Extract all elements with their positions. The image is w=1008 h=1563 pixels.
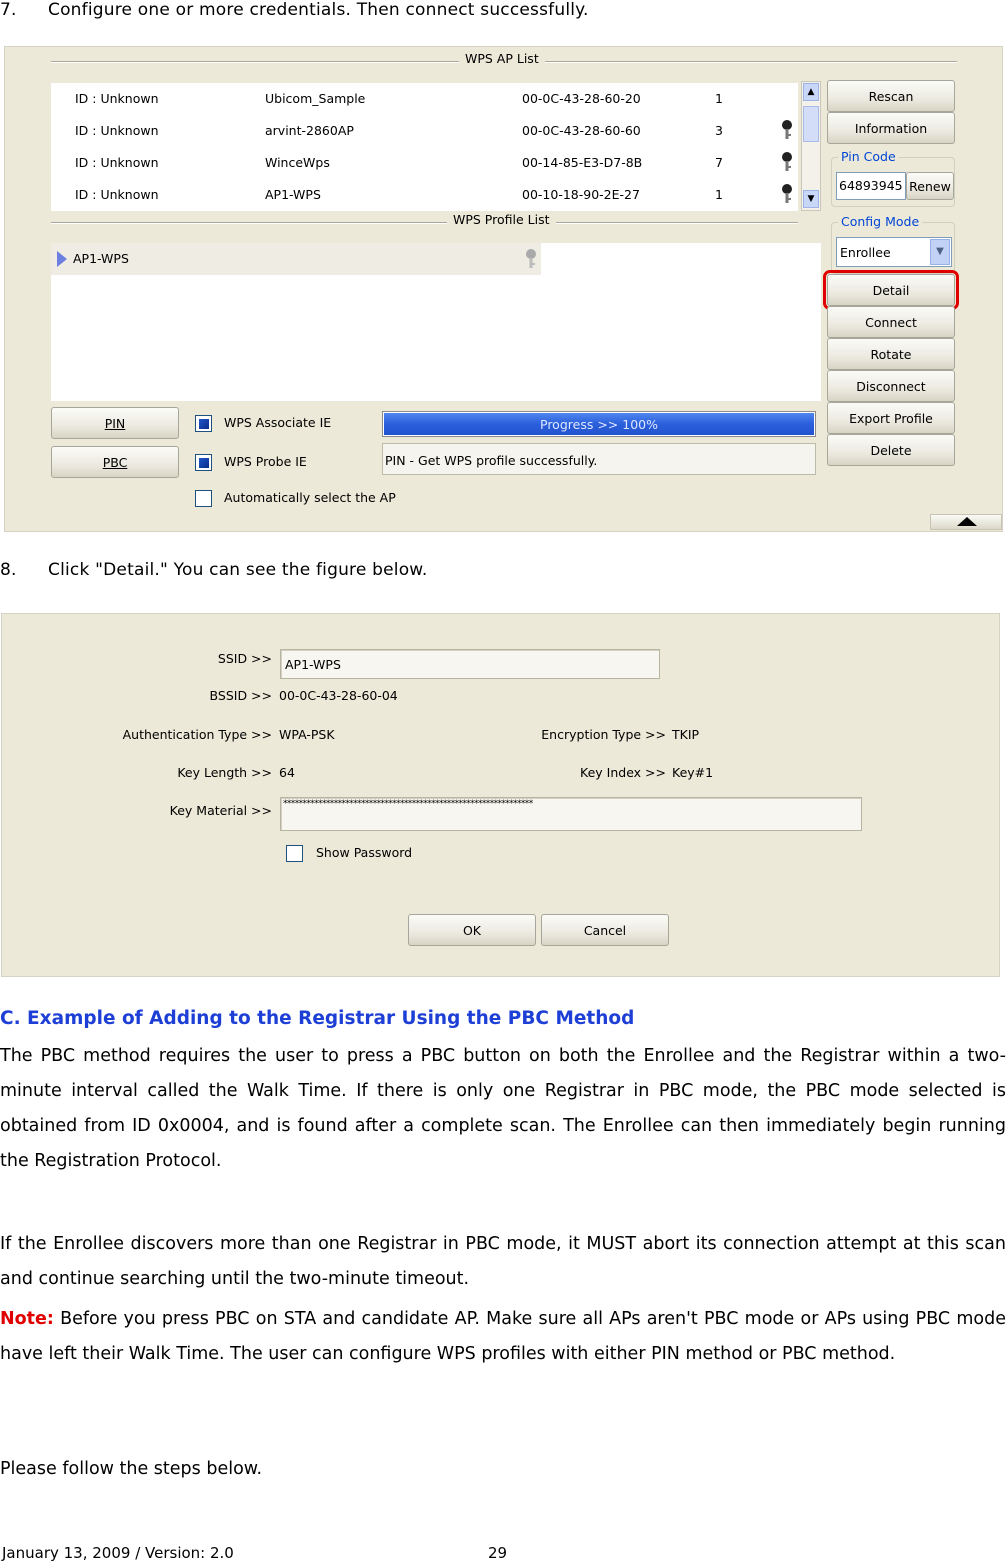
section-heading: C. Example of Adding to the Registrar Using the PBC Method [0,1008,635,1029]
pin-code-field[interactable]: 64893945 [836,172,906,200]
information-button[interactable]: Information [827,112,955,144]
ap-list[interactable] [51,83,798,211]
config-mode-legend: Config Mode [838,214,922,229]
detail-dialog-screenshot [1,613,1000,977]
ssid-label: SSID >> [217,651,272,666]
scroll-down-icon[interactable]: ▼ [803,190,819,208]
wps-associate-ie-label: WPS Associate IE [224,415,332,430]
note-label: Note: [0,1309,54,1329]
status-text: PIN - Get WPS profile successfully. [385,453,598,468]
collapse-button[interactable] [930,514,1002,530]
note-paragraph [0,1302,1006,1372]
enc-type-label: Encryption Type >> [541,727,666,742]
ap-row[interactable] [51,115,798,147]
ok-button[interactable]: OK [408,914,536,946]
key-index-value: Key#1 [672,765,714,780]
lock-icon [779,183,795,205]
ap-channel: 7 [715,155,723,170]
pin-button[interactable]: PIN [51,407,179,439]
ap-id: ID : Unknown [75,123,159,138]
note-text: Before you press PBC on STA and candidate AP. Make sure all APs aren't PBC mode or APs using PBC mode have left their Walk Time. The user can configure WPS profiles with either PIN method or PBC method. [0,1309,1006,1364]
progress-text: Progress >> 100% [540,417,658,432]
rescan-button[interactable]: Rescan [827,80,955,112]
lock-icon [779,119,795,141]
detail-button[interactable]: Detail [827,274,955,306]
bssid-value: 00-0C-43-28-60-04 [279,688,398,703]
profile-name: AP1-WPS [73,251,129,266]
ap-id: ID : Unknown [75,155,159,170]
show-password-checkbox[interactable] [286,845,303,862]
step-number: 7. [0,0,17,20]
disconnect-button[interactable]: Disconnect [827,370,955,402]
key-length-label: Key Length >> [177,765,272,780]
progress-bar [382,411,816,437]
ap-channel: 1 [715,187,723,202]
ssid-value: AP1-WPS [285,657,341,672]
auth-type-label: Authentication Type >> [122,727,272,742]
delete-button[interactable]: Delete [827,434,955,466]
ap-row[interactable] [51,179,798,211]
step-text: Configure one or more credentials. Then connect successfully. [48,0,589,20]
scroll-up-icon[interactable]: ▲ [803,83,819,101]
ap-channel: 3 [715,123,723,138]
key-length-value: 64 [279,765,295,780]
export-profile-button[interactable]: Export Profile [827,402,955,434]
auth-type-value: WPA-PSK [279,727,335,742]
show-password-label: Show Password [316,845,413,860]
pbc-button[interactable]: PBC [51,446,179,478]
ap-row[interactable] [51,83,798,115]
ap-id: ID : Unknown [75,91,159,106]
ssid-field [280,649,660,679]
renew-button[interactable]: Renew [906,172,954,200]
step-text: Click "Detail." You can see the figure below. [48,560,428,580]
config-mode-value: Enrollee [840,245,891,260]
key-index-label: Key Index >> [580,765,666,780]
ap-list-scrollbar[interactable] [801,81,821,211]
ap-id: ID : Unknown [75,187,159,202]
wps-panel-screenshot [4,46,1003,532]
ap-mac: 00-14-85-E3-D7-8B [522,155,643,170]
profile-list[interactable] [51,243,821,401]
scroll-thumb[interactable] [803,106,819,142]
page-number: 29 [488,1544,508,1562]
step-7 [0,0,1008,24]
chevron-down-icon[interactable]: ▼ [930,239,950,265]
rotate-button[interactable]: Rotate [827,338,955,370]
profile-row[interactable] [51,243,541,275]
key-material-field [280,797,862,831]
step-number: 8. [0,560,17,580]
paragraph-4: Please follow the steps below. [0,1459,263,1479]
step-8 [0,560,1008,584]
ap-mac: 00-10-18-90-2E-27 [522,187,640,202]
pin-code-legend: Pin Code [838,149,899,164]
ap-channel: 1 [715,91,723,106]
ap-row[interactable] [51,147,798,179]
profile-list-divider [51,222,798,224]
ap-list-title: WPS AP List [459,51,545,66]
ap-ssid: Ubicom_Sample [265,91,366,106]
bssid-label: BSSID >> [209,688,272,703]
config-mode-select[interactable] [836,237,952,267]
selected-arrow-icon [57,251,67,267]
ap-ssid: WinceWps [265,155,330,170]
status-field [382,443,816,475]
pin-code-group [831,149,955,207]
footer-date-version: January 13, 2009 / Version: 2.0 [2,1544,234,1562]
ap-mac: 00-0C-43-28-60-20 [522,91,641,106]
wps-associate-ie-checkbox[interactable] [195,415,212,432]
enc-type-value: TKIP [672,727,700,742]
config-mode-group [831,214,955,274]
wps-probe-ie-label: WPS Probe IE [224,454,307,469]
connect-button[interactable]: Connect [827,306,955,338]
profile-list-title: WPS Profile List [447,212,556,227]
cancel-button[interactable]: Cancel [541,914,669,946]
auto-select-checkbox[interactable] [195,490,212,507]
key-material-label: Key Material >> [169,803,272,818]
lock-icon [779,151,795,173]
wps-probe-ie-checkbox[interactable] [195,454,212,471]
ap-ssid: arvint-2860AP [265,123,354,138]
paragraph-2: If the Enrollee discovers more than one Registrar in PBC mode, it MUST abort its connection attempt at this scan and continue searching until the two-minute timeout. [0,1234,1006,1289]
triangle-up-icon [957,517,977,526]
lock-icon [523,248,539,270]
auto-select-label: Automatically select the AP [224,490,396,505]
ap-mac: 00-0C-43-28-60-60 [522,123,641,138]
key-material-value: **************************************************************** [283,799,533,809]
ap-ssid: AP1-WPS [265,187,321,202]
paragraph-1: The PBC method requires the user to press a PBC button on both the Enrollee and the Registrar within a two-minute interval called the Walk Time. If there is only one Registrar in PBC mode, the PBC mode selected is obtained from ID 0x0004, and is found after a complete scan. The Enrollee can then immediately begin running the Registration Protocol. [0,1046,1006,1171]
